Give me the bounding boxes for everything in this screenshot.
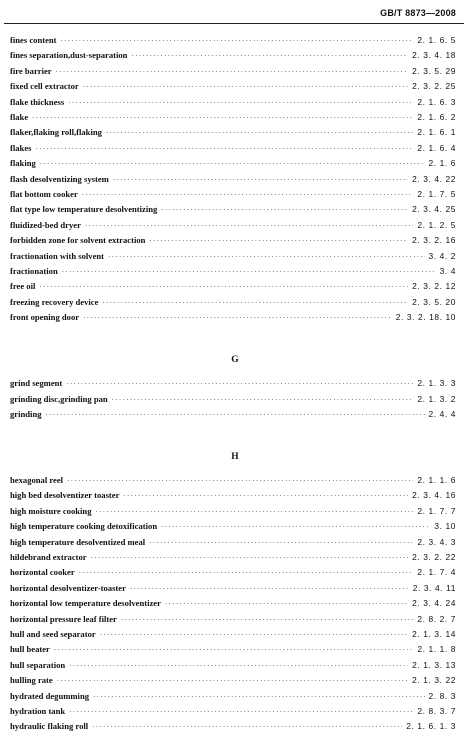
index-reference: 2. 1. 6. 2 [417, 112, 456, 122]
index-reference: 2. 1. 1. 6 [417, 475, 456, 485]
index-entry [10, 296, 456, 308]
standard-code: GB/T 8873—2008 [380, 8, 456, 18]
index-reference: 2. 3. 4. 25 [412, 204, 456, 215]
index-entry [10, 582, 456, 594]
index-entry [10, 408, 456, 420]
index-reference: 2. 3. 2. 22 [412, 552, 456, 562]
index-entry [10, 566, 456, 578]
index-entry [10, 613, 456, 625]
index-term: horizontal pressure leaf filter [10, 613, 117, 624]
index-reference: 2. 1. 6. 1 [417, 127, 456, 138]
dot-leader [149, 537, 413, 549]
index-entry [10, 173, 456, 185]
index-term: hull and seed separator [10, 629, 96, 639]
index-reference: 2. 8. 2. 7 [417, 613, 456, 624]
header-rule [4, 23, 464, 24]
index-reference: 2. 8. 3 [428, 690, 456, 701]
dot-leader [106, 127, 413, 139]
dot-leader [57, 675, 408, 687]
index-entry [10, 520, 456, 532]
index-entry [10, 311, 456, 323]
dot-leader [91, 552, 409, 564]
index-entry [10, 474, 456, 486]
index-term: front opening door [10, 312, 80, 323]
dot-leader [149, 235, 408, 247]
index-reference: 2. 1. 2. 5 [417, 219, 456, 230]
index-entry [10, 628, 456, 640]
dot-leader [61, 35, 414, 47]
index-reference: 2. 3. 4. 11 [412, 582, 456, 593]
index-term: flat bottom cooker [10, 189, 78, 199]
index-term: fines content [10, 35, 57, 45]
index-term: flake [10, 112, 29, 122]
index-reference: 2. 1. 6. 4 [417, 142, 456, 153]
index-term: high temperature cooking detoxification [10, 521, 158, 532]
index-reference: 2. 3. 5. 29 [412, 65, 456, 76]
dot-leader [46, 409, 425, 421]
index-term: hildebrand extractor [10, 552, 87, 562]
index-reference: 2. 4. 4 [428, 409, 456, 419]
dot-leader [83, 312, 392, 324]
index-reference: 2. 3. 2. 16 [412, 235, 456, 246]
index-entry [10, 188, 456, 200]
index-entry [10, 377, 456, 389]
dot-leader [112, 394, 414, 406]
index-reference: 2. 3. 4. 3 [417, 536, 456, 547]
dot-leader [82, 189, 414, 201]
index-term: fluidized-bed dryer [10, 219, 81, 230]
index-term: fixed cell extractor [10, 81, 79, 92]
index-entry [10, 203, 456, 215]
index-term: horizontal low temperature desolventizer [10, 598, 161, 609]
index-entry [10, 393, 456, 405]
dot-leader [39, 281, 408, 293]
index-entry [10, 126, 456, 138]
dot-leader [69, 660, 408, 672]
dot-leader [62, 266, 436, 278]
dot-leader [67, 475, 413, 487]
dot-leader [35, 143, 413, 155]
index-term: horizontal cooker [10, 567, 75, 578]
dot-leader [66, 378, 413, 390]
index-entry [10, 690, 456, 702]
index-reference: 2. 3. 4. 18 [412, 50, 456, 61]
dot-leader [108, 251, 424, 263]
index-entry [10, 80, 456, 92]
index-term: horizontal desolventizer-toaster [10, 582, 126, 593]
index-entry [10, 49, 456, 61]
index-reference: 2. 1. 7. 5 [417, 189, 456, 199]
dot-leader [54, 644, 414, 656]
dot-leader [102, 297, 408, 309]
index-entry [10, 536, 456, 548]
index-reference: 2. 1. 6. 1. 3 [406, 721, 456, 732]
index-term: freezing recovery device [10, 296, 99, 307]
index-entry [10, 705, 456, 717]
index-entry [10, 234, 456, 246]
index-entry [10, 489, 456, 501]
index-entry [10, 659, 456, 671]
index-term: high bed desolventizer toaster [10, 490, 120, 501]
index-reference: 2. 3. 2. 12 [412, 281, 456, 292]
index-reference: 3. 10 [434, 521, 456, 532]
dot-leader [96, 506, 414, 518]
index-entry [10, 265, 456, 277]
index-term: grinding [10, 409, 42, 419]
index-entry [10, 65, 456, 77]
index-reference: 2. 1. 7. 4 [417, 567, 456, 578]
index-term: high temperature desolventized meal [10, 536, 146, 547]
index-reference: 2. 1. 3. 22 [412, 675, 456, 686]
dot-leader [56, 66, 409, 78]
section-letter-g: G [231, 355, 239, 366]
index-term: flash desolventizing system [10, 173, 109, 184]
dot-leader [68, 97, 413, 109]
index-entry [10, 250, 456, 262]
index-term: hydration tank [10, 706, 66, 716]
dot-leader [165, 598, 408, 610]
index-term: fractionation [10, 266, 58, 276]
index-reference: 2. 1. 7. 7 [417, 505, 456, 516]
section-letter-h: H [231, 452, 239, 462]
dot-leader [85, 220, 414, 232]
index-entry [10, 674, 456, 686]
index-term: fractionation with solvent [10, 250, 105, 261]
index-entry [10, 280, 456, 292]
index-term: flaking [10, 158, 36, 169]
index-reference: 2. 3. 4. 16 [412, 490, 456, 501]
index-reference: 2. 1. 3. 13 [412, 659, 456, 670]
index-reference: 2. 8. 3. 7 [417, 706, 456, 716]
index-term: flaker,flaking roll,flaking [10, 127, 102, 138]
index-term: hull separation [10, 659, 66, 670]
index-entry [10, 219, 456, 231]
index-term: grind segment [10, 378, 63, 389]
index-reference: 2. 1. 3. 3 [417, 378, 456, 389]
index-reference: 2. 1. 6 [428, 158, 456, 169]
dot-leader [130, 583, 409, 595]
index-term: grinding disc,grinding pan [10, 393, 108, 404]
dot-leader [123, 490, 408, 502]
index-term: flakes [10, 142, 32, 153]
index-entry [10, 111, 456, 123]
dot-leader [161, 521, 430, 533]
index-term: fire barrier [10, 65, 52, 76]
index-term: free oil [10, 281, 36, 292]
index-reference: 2. 3. 2. 25 [412, 81, 456, 92]
index-reference: 2. 3. 4. 24 [412, 598, 456, 609]
index-reference: 2. 1. 1. 8 [417, 644, 456, 655]
index-reference: 2. 3. 4. 22 [412, 173, 456, 184]
index-entry [10, 142, 456, 154]
index-entry [10, 505, 456, 517]
index-term: flat type low temperature desolventizing [10, 204, 158, 215]
index-reference: 3. 4 [439, 266, 456, 276]
index-term: hydrated degumming [10, 690, 90, 701]
dot-leader [161, 204, 408, 216]
dot-leader [32, 112, 413, 124]
dot-leader [69, 706, 413, 718]
index-reference: 2. 3. 5. 20 [412, 296, 456, 307]
dot-leader [100, 629, 408, 641]
index-term: hexagonal reel [10, 475, 64, 485]
index-reference: 2. 1. 3. 2 [417, 393, 456, 404]
index-reference: 2. 1. 6. 3 [417, 96, 456, 107]
dot-leader [131, 50, 408, 62]
index-entry [10, 96, 456, 108]
dot-leader [40, 158, 425, 170]
index-entry [10, 720, 456, 732]
index-term: hull beater [10, 644, 50, 655]
dot-leader [83, 81, 408, 93]
dot-leader [92, 721, 402, 733]
index-reference: 2. 1. 3. 14 [412, 629, 456, 639]
index-term: high moisture cooking [10, 505, 92, 516]
dot-leader [113, 174, 408, 186]
index-term: forbidden zone for solvent extraction [10, 235, 146, 246]
index-reference: 2. 3. 2. 18. 10 [395, 312, 456, 323]
index-entry [10, 157, 456, 169]
dot-leader [79, 567, 414, 579]
index-entry [10, 643, 456, 655]
index-term: fines separation,dust-separation [10, 50, 128, 61]
index-term: hulling rate [10, 675, 53, 686]
index-term: hydraulic flaking roll [10, 721, 89, 732]
index-reference: 3. 4. 2 [428, 250, 456, 261]
index-reference: 2. 1. 6. 5 [417, 35, 456, 45]
dot-leader [121, 614, 414, 626]
index-entry [10, 34, 456, 46]
index-entry [10, 551, 456, 563]
index-entry [10, 597, 456, 609]
index-term: flake thickness [10, 96, 65, 107]
